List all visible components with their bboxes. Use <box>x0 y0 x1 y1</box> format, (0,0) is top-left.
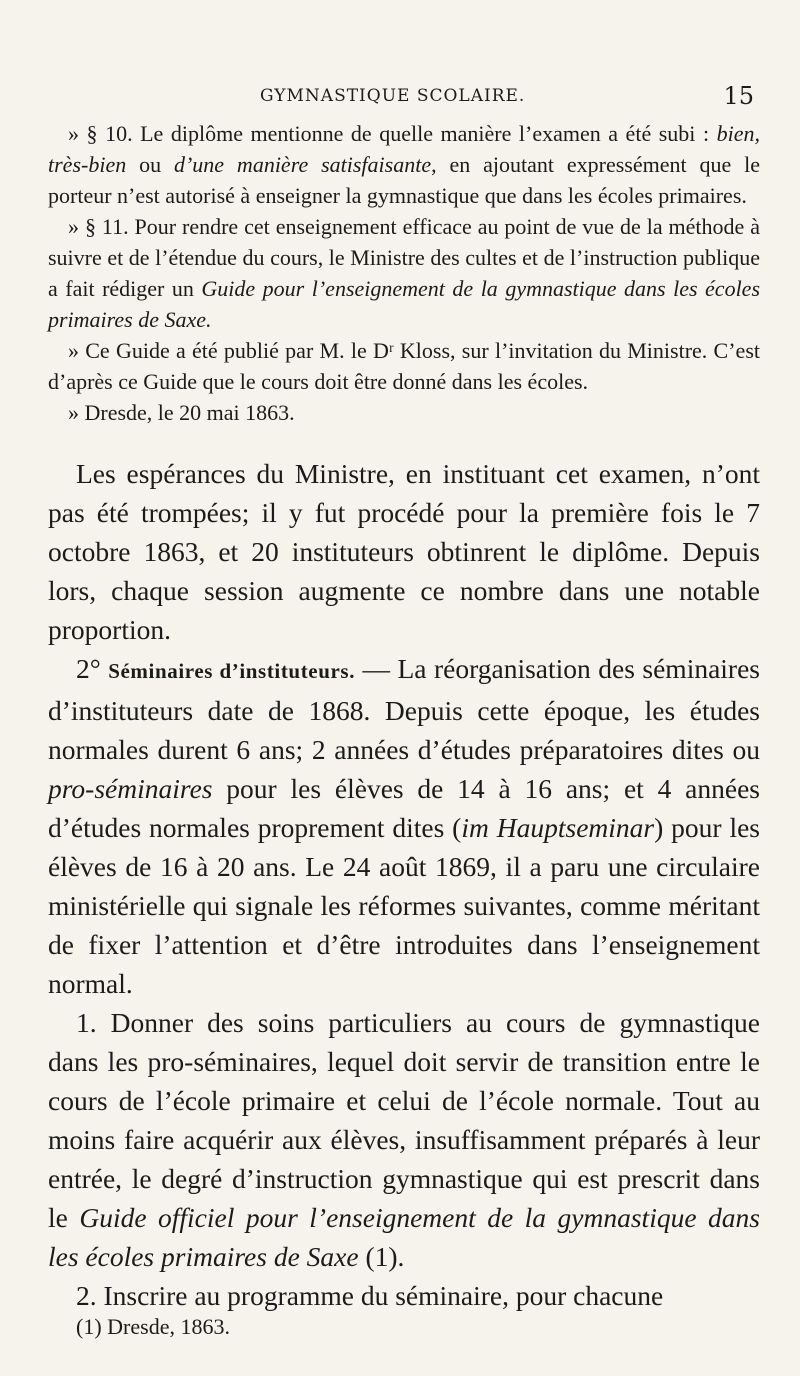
italic-run: im Hauptseminar <box>461 812 655 843</box>
text-run: , en ajoutant expressément que le porteur n’est autorisé à enseigner la gymnastique que dans les écoles primaires. <box>48 152 760 208</box>
paragraph-article-10 <box>48 118 760 211</box>
text-run: 1. Donner des soins particuliers au cours de gymnastique dans les pro-séminaires, lequel doit servir de transition entre le cours de l’école primaire et celui de l’école normale. Tout au moins faire acquérir aux élèves, insuffisamment préparés à leur entrée, le degré d’instruction gymnastique qui est prescrit dans le <box>48 1007 760 1233</box>
text-run: pour les élèves de 14 à 16 ans; et 4 années d’études normales proprement dites ( <box>48 773 760 843</box>
page-body <box>48 118 760 1315</box>
text-run: 2. Inscrire au programme du séminaire, pour chacune <box>76 1280 664 1311</box>
paragraph-item-1 <box>48 1003 760 1276</box>
page-number: 15 <box>723 82 754 110</box>
text-run: (1). <box>358 1241 405 1272</box>
running-title: GYMNASTIQUE SCOLAIRE. <box>260 86 526 106</box>
italic-run: d’une manière satisfaisante <box>173 152 432 177</box>
text-run: » § 11. Pour rendre cet enseignement efficace au point de vue de la méthode à suivre et de l’étendue du cours, le Ministre des cultes et de l’instruction publique a fait rédiger un <box>48 214 760 301</box>
text-run: ou <box>126 152 174 177</box>
paragraph-article-11 <box>48 211 760 335</box>
page-header <box>48 82 756 112</box>
italic-run: Guide officiel pour l’enseignement de la gymnastique dans les écoles primaires de Saxe <box>48 1202 760 1272</box>
text-run: » Ce Guide a été publié par M. le Dʳ Kloss, sur l’invitation du Ministre. C’est d’après ce Guide que le cours doit être donné dans les écoles. <box>48 338 760 394</box>
text-run: 2° <box>76 653 109 684</box>
text-run: ) pour les élèves de 16 à 20 ans. Le 24 août 1869, il a paru une circulaire ministérielle qui signale les réformes suivantes, comme méritant de fixer l’attention et d’être introduites dans l’enseignement normal. <box>48 812 760 999</box>
paragraph-item-2 <box>48 1276 760 1315</box>
italic-run: Guide pour l’enseignement de la gymnastique dans les écoles primaires de Saxe. <box>48 276 761 332</box>
text-run: — La réorganisation des séminaires d’instituteurs date de 1868. Depuis cette époque, les études normales durent 6 ans; 2 années d’études préparatoires dites ou <box>48 653 760 765</box>
text-run: » Dresde, le 20 mai 1863. <box>68 400 295 425</box>
italic-run: pro-séminaires <box>48 773 213 804</box>
footnote: (1) Dresde, 1863. <box>76 1314 230 1339</box>
paragraph-dateline <box>48 397 760 428</box>
text-run: Les espérances du Ministre, en instituant cet examen, n’ont pas été trompées; il y fut procédé pour la première fois le 7 octobre 1863, et 20 instituteurs obtinrent le diplôme. Depuis lors, chaque session augmente ce nombre dans une notable proportion. <box>48 458 760 645</box>
italic-run: bien, très-bien <box>48 121 760 177</box>
text-run: » § 10. Le diplôme mentionne de quelle manière l’examen a été subi : <box>68 121 717 146</box>
paragraph-seminaries <box>48 649 760 1003</box>
section-heading: Séminaires d’instituteurs. <box>108 659 356 683</box>
paragraph-guide-published <box>48 335 760 397</box>
paragraph-hopes <box>48 454 760 649</box>
